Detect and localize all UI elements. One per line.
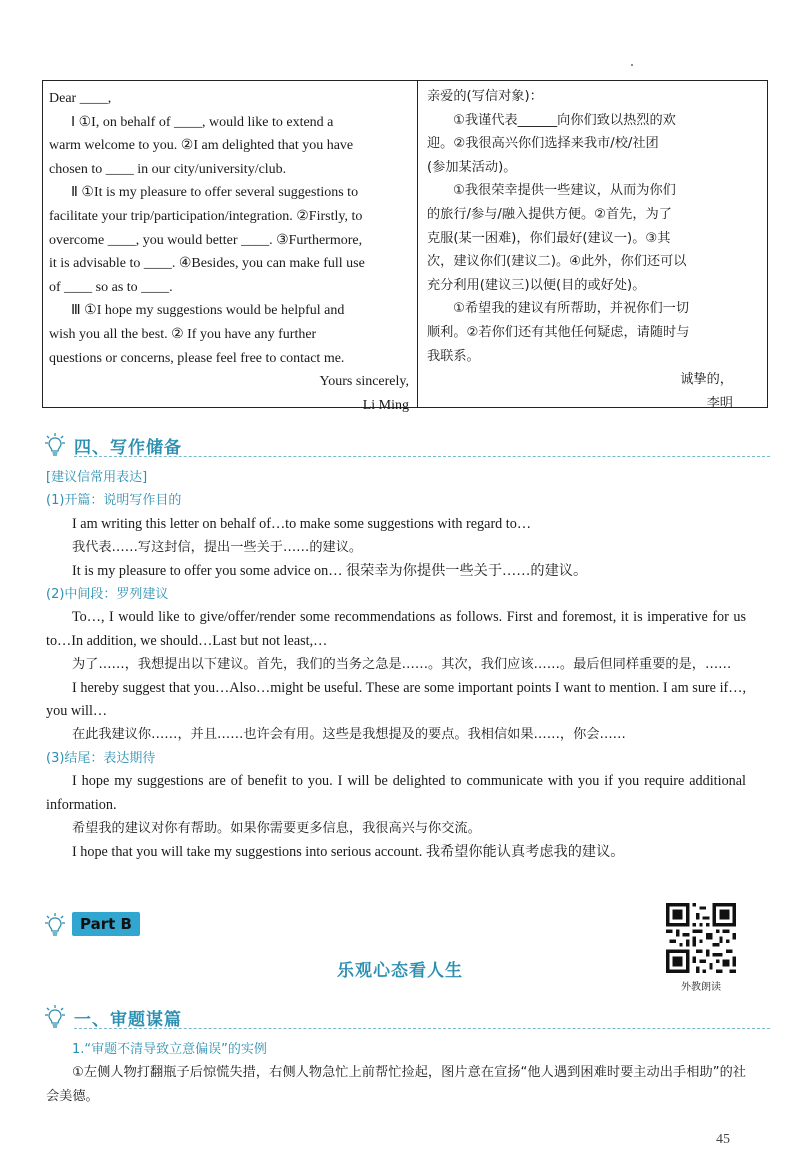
en-line: wish you all the best. ② If you have any further xyxy=(49,326,317,342)
zh-line: 的旅行/参与/融入提供方便。②首先，为了 xyxy=(427,206,672,222)
signature-zh: 李明 xyxy=(706,395,733,411)
analysis-paragraph: ①左侧人物打翻瓶子后惊慌失措，右侧人物急忙上前帮忙捡起，图片意在宣扬“他人遇到困难时要主动出手相助”的社会美德。 xyxy=(46,1065,746,1104)
page-dot xyxy=(631,64,633,66)
example-sentence: To…, I would like to give/offer/render some recommendations as follows. First and foremost, it is imperative for us to…In addition, we should…Last but not least,… xyxy=(46,609,746,649)
en-line: questions or concerns, please feel free to contact me. xyxy=(49,350,345,366)
part-b-badge: Part B xyxy=(72,912,140,936)
en-line: chosen to ____ in our city/university/club. xyxy=(49,161,287,177)
qr-label: 外教朗读 xyxy=(681,982,721,993)
heading-middle: (2)中间段：罗列建议 xyxy=(46,587,169,603)
example-sentence: I hope my suggestions are of benefit to you. I will be delighted to communicate with you if you require additional information. xyxy=(46,773,746,813)
example-translation: 我代表……写这封信，提出一些关于……的建议。 xyxy=(72,540,363,556)
page-number: 45 xyxy=(716,1132,730,1147)
dashed-rule xyxy=(74,456,770,457)
template-english xyxy=(49,87,411,417)
zh-line: 我联系。 xyxy=(427,348,480,364)
example-translation: 为了……，我想提出以下建议。首先，我们的当务之急是……。其次，我们应该……。最后但同样重要的是，…… xyxy=(72,657,732,673)
example-translation: 在此我建议你……，并且……也许会有用。这些是我想提及的要点。我相信如果……，你会…… xyxy=(72,727,626,743)
lightbulb-icon xyxy=(44,432,66,458)
signature-en: Li Ming xyxy=(362,397,409,413)
en-line: Ⅰ ①I, on behalf of ____, would like to extend a xyxy=(71,114,334,130)
zh-line: ①我很荣幸提供一些建议，从而为你们 xyxy=(453,183,676,199)
greeting-zh: 亲爱的(写信对象)： xyxy=(427,89,543,104)
closing-zh: 诚挚的， xyxy=(680,372,733,388)
en-line: warm welcome to you. ②I am delighted that you have xyxy=(49,138,354,154)
zh-line: 充分利用(建议三)以便(目的或好处)。 xyxy=(427,277,646,293)
zh-line: 次，建议你们(建议二)。④此外，你们还可以 xyxy=(427,254,687,270)
template-chinese xyxy=(427,85,733,415)
en-line: Ⅱ ①It is my pleasure to offer several suggestions to xyxy=(71,185,359,201)
zh-line: 迎。②我很高兴你们选择来我市/校/社团 xyxy=(427,136,659,152)
heading-ending: (3)结尾：表达期待 xyxy=(46,750,156,766)
lightbulb-icon xyxy=(44,1004,66,1030)
letter-template-box xyxy=(42,80,768,413)
closing-en: Yours sincerely, xyxy=(319,374,409,390)
zh-line: 克服(某一困难)，你们最好(建议一)。③其 xyxy=(427,230,671,246)
en-line: it is advisable to ____. ④Besides, you can make full use xyxy=(49,256,365,272)
section-title: 一、审题谋篇 xyxy=(74,1010,182,1030)
writing-prep-body xyxy=(46,466,746,864)
greeting-en: Dear ____, xyxy=(49,91,112,106)
section-header-analysis xyxy=(44,1004,770,1030)
en-line: facilitate your trip/participation/integration. ②Firstly, to xyxy=(49,208,363,224)
lightbulb-icon xyxy=(44,912,66,938)
section-title: 四、写作储备 xyxy=(74,438,182,458)
zh-line: ①我谨代表______向你们致以热烈的欢 xyxy=(453,112,676,128)
zh-line: 顺利。②若你们还有其他任何疑虑，请随时与 xyxy=(427,324,690,340)
example-sentence: I am writing this letter on behalf of…to make some suggestions with regard to… xyxy=(72,515,532,532)
analysis-body xyxy=(46,1038,746,1108)
example-sentence: I hope that you will take my suggestions into serious account. 我希望你能认真考虑我的建议。 xyxy=(72,843,625,860)
analysis-heading: 1.“审题不清导致立意偏误”的实例 xyxy=(72,1042,267,1057)
part-b-title: 乐观心态看人生 xyxy=(337,961,463,981)
column-divider xyxy=(417,81,418,407)
example-translation: 希望我的建议对你有帮助。如果你需要更多信息，我很高兴与你交流。 xyxy=(72,821,481,837)
en-line: overcome ____, you would better ____. ③Furthermore, xyxy=(49,232,363,248)
qr-code-icon[interactable] xyxy=(666,903,736,973)
zh-line: (参加某活动)。 xyxy=(427,159,517,175)
en-line: of ____ so as to ____. xyxy=(49,279,173,295)
en-line: Ⅲ ①I hope my suggestions would be helpful and xyxy=(71,303,345,319)
heading-opening: (1)开篇：说明写作目的 xyxy=(46,493,182,509)
dashed-rule xyxy=(74,1028,770,1029)
example-sentence: I hereby suggest that you…Also…might be useful. These are some important points I want to mention. I am sure if…, you will… xyxy=(46,679,746,720)
section-header-writing-prep xyxy=(44,432,770,458)
example-sentence: It is my pleasure to offer you some advice on… 很荣幸为你提供一些关于……的建议。 xyxy=(72,562,588,579)
zh-line: ①希望我的建议有所帮助，并祝你们一切 xyxy=(453,301,690,317)
subsection-label: [建议信常用表达] xyxy=(46,470,148,485)
